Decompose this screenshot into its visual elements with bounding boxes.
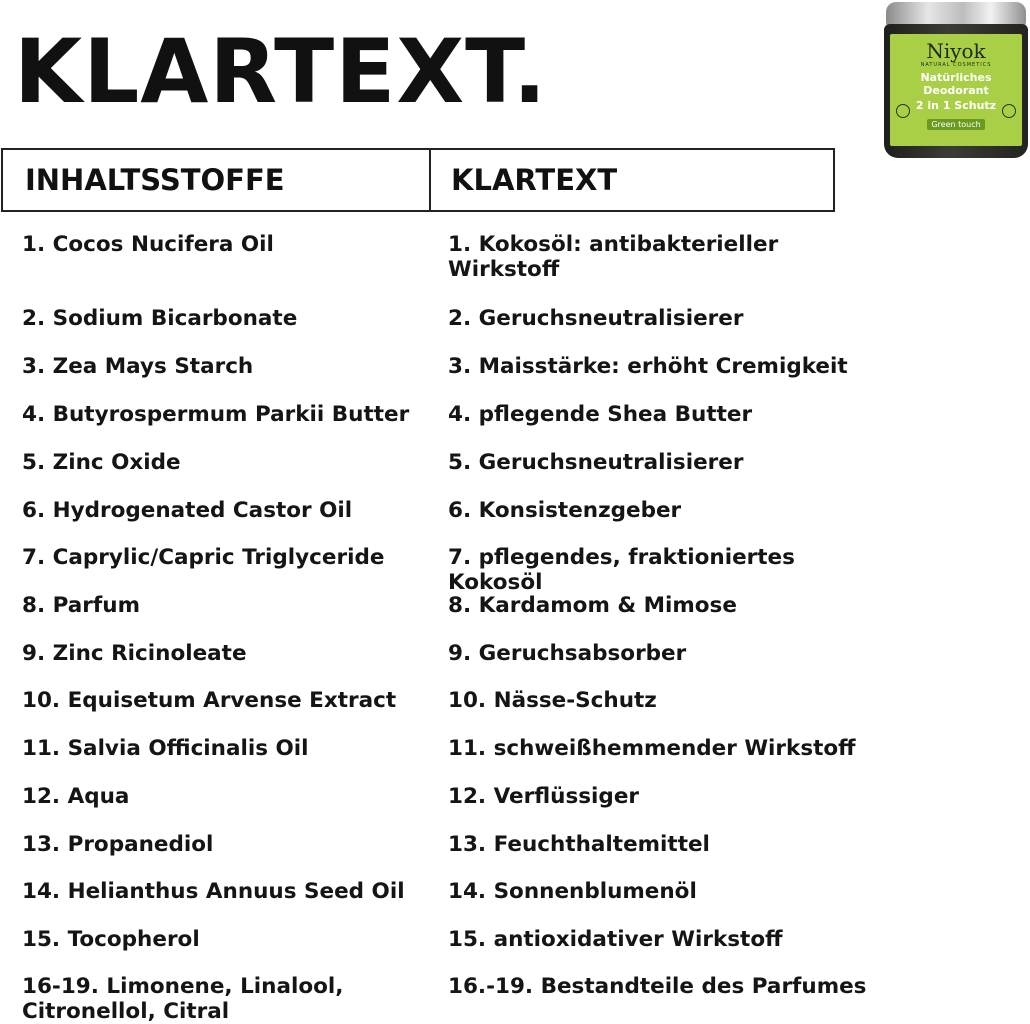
explanation-cell: 11. schweißhemmender Wirkstoff xyxy=(448,736,856,761)
ingredient-cell: 12. Aqua xyxy=(22,784,130,809)
ingredient-cell: 15. Tocopherol xyxy=(22,927,200,952)
product-name: Natürliches Deodorant xyxy=(920,71,992,97)
explanation-cell: 13. Feuchthaltemittel xyxy=(448,832,710,857)
variant-badge: Green touch xyxy=(927,119,984,130)
page-title: KLARTEXT. xyxy=(14,20,548,123)
ingredient-cell: 8. Parfum xyxy=(22,593,140,618)
jar-label xyxy=(890,34,1022,146)
explanation-cell: 2. Geruchsneutralisierer xyxy=(448,306,744,331)
ingredient-cell: 9. Zinc Ricinoleate xyxy=(22,641,247,666)
ingredient-cell: 2. Sodium Bicarbonate xyxy=(22,306,298,331)
explanation-cell: 10. Nässe-Schutz xyxy=(448,688,657,713)
ingredient-cell: 3. Zea Mays Starch xyxy=(22,354,254,379)
explanation-cell: 16.-19. Bestandteile des Parfumes xyxy=(448,974,867,999)
explanation-cell: 4. pflegende Shea Butter xyxy=(448,402,753,427)
aluminium-free-seal-icon xyxy=(1002,104,1016,118)
ingredient-cell: 11. Salvia Officinalis Oil xyxy=(22,736,309,761)
ingredient-cell: 1. Cocos Nucifera Oil xyxy=(22,232,274,257)
ingredient-cell: 14. Helianthus Annuus Seed Oil xyxy=(22,879,405,904)
vegan-seal-icon xyxy=(896,104,910,118)
table-header xyxy=(1,148,835,212)
explanation-cell: 1. Kokosöl: antibakterieller Wirkstoff xyxy=(448,232,779,282)
explanation-cell: 3. Maisstärke: erhöht Cremigkeit xyxy=(448,354,848,379)
ingredient-cell: 4. Butyrospermum Parkii Butter xyxy=(22,402,410,427)
explanation-cell: 15. antioxidativer Wirkstoff xyxy=(448,927,783,952)
column-header-ingredients: INHALTSSTOFFE xyxy=(3,150,431,210)
product-jar-image xyxy=(884,2,1028,162)
explanation-cell: 9. Geruchsabsorber xyxy=(448,641,687,666)
explanation-cell: 7. pflegendes, fraktioniertes Kokosöl xyxy=(448,545,795,595)
ingredient-cell: 6. Hydrogenated Castor Oil xyxy=(22,498,353,523)
explanation-cell: 8. Kardamom & Mimose xyxy=(448,593,737,618)
brand-tagline: NATURAL COSMETICS xyxy=(920,62,992,68)
column-header-explanation: KLARTEXT xyxy=(451,163,618,197)
explanation-cell: 6. Konsistenzgeber xyxy=(448,498,682,523)
ingredient-cell: 13. Propanediol xyxy=(22,832,214,857)
explanation-cell: 5. Geruchsneutralisierer xyxy=(448,450,744,475)
product-subtitle: 2 in 1 Schutz xyxy=(915,99,997,112)
brand-logo: Niyok xyxy=(926,39,986,63)
explanation-cell: 12. Verflüssiger xyxy=(448,784,640,809)
ingredient-cell: 16-19. Limonene, Linalool, Citronellol, Citral xyxy=(22,974,344,1024)
ingredient-cell: 5. Zinc Oxide xyxy=(22,450,181,475)
ingredient-cell: 7. Caprylic/Capric Triglyceride xyxy=(22,545,385,570)
ingredient-cell: 10. Equisetum Arvense Extract xyxy=(22,688,397,713)
explanation-cell: 14. Sonnenblumenöl xyxy=(448,879,697,904)
